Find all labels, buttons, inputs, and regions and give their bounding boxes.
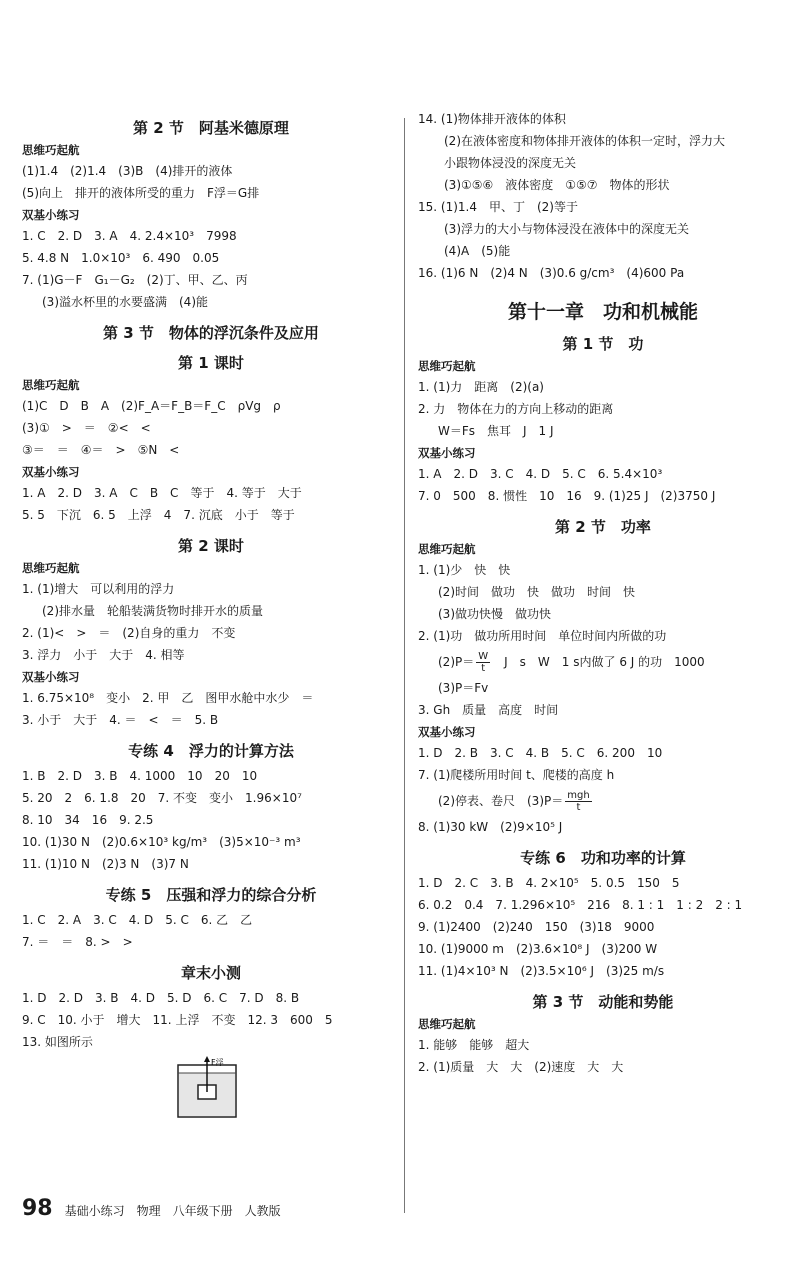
answer-line: 11. (1)4×10³ N (2)3.5×10⁶ J (3)25 m/s (418, 964, 665, 978)
answer-line: (2)时间 做功 快 做功 时间 快 (438, 585, 635, 599)
section-title: 专练 6 功和功率的计算 (520, 849, 686, 867)
lesson-title: 第 1 课时 (178, 354, 244, 372)
answer-line: 5. 5 下沉 6. 5 上浮 4 7. 沉底 小于 等于 (22, 508, 295, 522)
answer-line: 5. 4.8 N 1.0×10³ 6. 490 0.05 (22, 251, 220, 265)
answer-line: 9. C 10. 小于 增大 11. 上浮 不变 12. 3 600 5 (22, 1013, 333, 1027)
formula-prefix: (2)停表、卷尺 (3)P＝ (438, 794, 564, 808)
subheading: 思维巧起航 (22, 378, 80, 392)
lesson-title: 第 2 课时 (178, 537, 244, 555)
answer-line: (1)1.4 (2)1.4 (3)B (4)排开的液体 (22, 164, 233, 178)
answer-line: 3. Gh 质量 高度 时间 (418, 703, 559, 717)
answer-line: 7. (1)G－F G₁－G₂ (2)丁、甲、乙、丙 (22, 273, 248, 287)
answer-line: (4)A (5)能 (444, 244, 511, 258)
answer-line: 8. (1)30 kW (2)9×10⁵ J (418, 820, 563, 834)
answer-line: 小跟物体浸没的深度无关 (444, 156, 577, 170)
answer-line: 2. (1)功 做功所用时间 单位时间内所做的功 (418, 629, 667, 643)
answer-line: 3. 小于 大于 4. ＝ < ＝ 5. B (22, 713, 219, 727)
subheading: 双基小练习 (418, 725, 476, 739)
beaker-diagram (172, 1055, 242, 1121)
answer-line: 1. (1)增大 可以利用的浮力 (22, 582, 175, 596)
answer-line: 1. D 2. C 3. B 4. 2×10⁵ 5. 0.5 150 5 (418, 876, 680, 890)
formula-suffix: J s W 1 s内做了 6 J 的功 1000 (492, 655, 705, 669)
page-number: 98 (22, 1196, 53, 1221)
subheading: 思维巧起航 (22, 143, 80, 157)
answer-line: 1. 6.75×10⁸ 变小 2. 甲 乙 图甲水舱中水少 ＝ (22, 691, 314, 705)
buoyancy-figure (172, 1055, 400, 1125)
answer-line: 8. 10 34 16 9. 2.5 (22, 813, 154, 827)
answer-line: 10. (1)9000 m (2)3.6×10⁸ J (3)200 W (418, 942, 658, 956)
answer-line: 3. 浮力 小于 大于 4. 相等 (22, 648, 185, 662)
subheading: 双基小练习 (418, 446, 476, 460)
answer-line: 10. (1)30 N (2)0.6×10³ kg/m³ (3)5×10⁻³ m³ (22, 835, 301, 849)
answer-line: 1. D 2. B 3. C 4. B 5. C 6. 200 10 (418, 746, 663, 760)
answer-line: 2. (1)< > ＝ (2)自身的重力 不变 (22, 626, 236, 640)
answer-line: 2. 力 物体在力的方向上移动的距离 (418, 402, 614, 416)
section-title: 第 2 节 功率 (555, 518, 651, 536)
section-title: 第 1 节 功 (562, 335, 644, 353)
fraction-denominator: t (576, 802, 581, 813)
fraction-denominator: t (481, 663, 486, 674)
answer-line: 1. C 2. D 3. A 4. 2.4×10³ 7998 (22, 229, 237, 243)
answer-line: W＝Fs 焦耳 J 1 J (438, 424, 554, 438)
answer-line: 5. 20 2 6. 1.8 20 7. 不变 变小 1.96×10⁷ (22, 791, 302, 805)
answer-line: 6. 0.2 0.4 7. 1.296×10⁵ 216 8. 1 : 1 1 : 2 2 : 1 (418, 898, 743, 912)
answer-line: 13. 如图所示 (22, 1035, 93, 1049)
section-title: 第 3 节 动能和势能 (532, 993, 674, 1011)
answer-line: 11. (1)10 N (2)3 N (3)7 N (22, 857, 189, 871)
subheading: 思维巧起航 (418, 1017, 476, 1031)
answer-line: 14. (1)物体排开液体的体积 (418, 112, 566, 126)
left-column (22, 108, 400, 1125)
answer-line: 7. (1)爬楼所用时间 t、爬楼的高度 h (418, 768, 615, 782)
section-title: 第 2 节 阿基米德原理 (133, 119, 289, 137)
answer-line: 1. (1)少 快 快 (418, 563, 511, 577)
subheading: 思维巧起航 (22, 561, 80, 575)
answer-line: 7. 0 500 8. 惯性 10 16 9. (1)25 J (2)3750 J (418, 489, 716, 503)
answer-line: 1. (1)力 距离 (2)(a) (418, 380, 544, 394)
answer-line: 16. (1)6 N (2)4 N (3)0.6 g/cm³ (4)600 Pa (418, 266, 685, 280)
answer-line: 1. 能够 能够 超大 (418, 1038, 530, 1052)
answer-line: 9. (1)2400 (2)240 150 (3)18 9000 (418, 920, 655, 934)
section-title: 专练 4 浮力的计算方法 (128, 742, 294, 760)
answer-line-formula (418, 647, 788, 677)
book-info: 基础小练习 物理 八年级下册 人教版 (64, 1204, 281, 1218)
section-title: 章末小测 (180, 964, 241, 982)
formula-prefix: (2)P＝ (438, 655, 475, 669)
page-footer (22, 1196, 281, 1224)
answer-line: (3)溢水杯里的水要盛满 (4)能 (42, 295, 208, 309)
section-title: 专练 5 压强和浮力的综合分析 (105, 886, 317, 904)
subheading: 双基小练习 (22, 465, 80, 479)
section-title: 第 3 节 物体的浮沉条件及应用 (103, 324, 319, 342)
answer-line: 7. ＝ ＝ 8. > > (22, 935, 133, 949)
answer-line: 1. B 2. D 3. B 4. 1000 10 20 10 (22, 769, 258, 783)
answer-line: (2)在液体密度和物体排开液体的体积一定时，浮力大 (444, 134, 726, 148)
fraction-numerator: mgh (567, 790, 590, 801)
answer-line: (5)向上 排开的液体所受的重力 F浮＝G排 (22, 186, 260, 200)
fraction (476, 651, 490, 674)
answer-line: (3)浮力的大小与物体浸没在液体中的深度无关 (444, 222, 689, 236)
subheading: 双基小练习 (22, 670, 80, 684)
answer-line: 1. A 2. D 3. A C B C 等于 4. 等于 大于 (22, 486, 302, 500)
right-column (418, 108, 788, 1078)
answer-line: 15. (1)1.4 甲、丁 (2)等于 (418, 200, 578, 214)
chapter-title: 第十一章 功和机械能 (507, 301, 698, 323)
answer-line: 2. (1)质量 大 大 (2)速度 大 大 (418, 1060, 624, 1074)
answer-line: (3)① > ＝ ②< < (22, 421, 151, 435)
subheading: 思维巧起航 (418, 542, 476, 556)
column-divider (404, 118, 405, 1213)
answer-line: 1. D 2. D 3. B 4. D 5. D 6. C 7. D 8. B (22, 991, 300, 1005)
answer-line-formula (418, 786, 788, 816)
answer-line: (2)排水量 轮船装满货物时排开水的质量 (42, 604, 263, 618)
answer-line: 1. C 2. A 3. C 4. D 5. C 6. 乙 乙 (22, 913, 253, 927)
subheading: 思维巧起航 (418, 359, 476, 373)
answer-line: 1. A 2. D 3. C 4. D 5. C 6. 5.4×10³ (418, 467, 663, 481)
answer-line: (3)做功快慢 做功快 (438, 607, 551, 621)
force-label: F浮 (211, 1058, 224, 1067)
subheading: 双基小练习 (22, 208, 80, 222)
fraction-numerator: W (478, 651, 489, 662)
answer-line: (1)C D B A (2)F_A＝F_B＝F_C ρVg ρ (22, 399, 281, 413)
answer-line: (3)①⑤⑥ 液体密度 ①⑤⑦ 物体的形状 (444, 178, 670, 192)
answer-line: (3)P＝Fv (438, 681, 489, 695)
fraction (565, 790, 591, 813)
answer-line: ③＝ ＝ ④＝ > ⑤N < (22, 443, 180, 457)
